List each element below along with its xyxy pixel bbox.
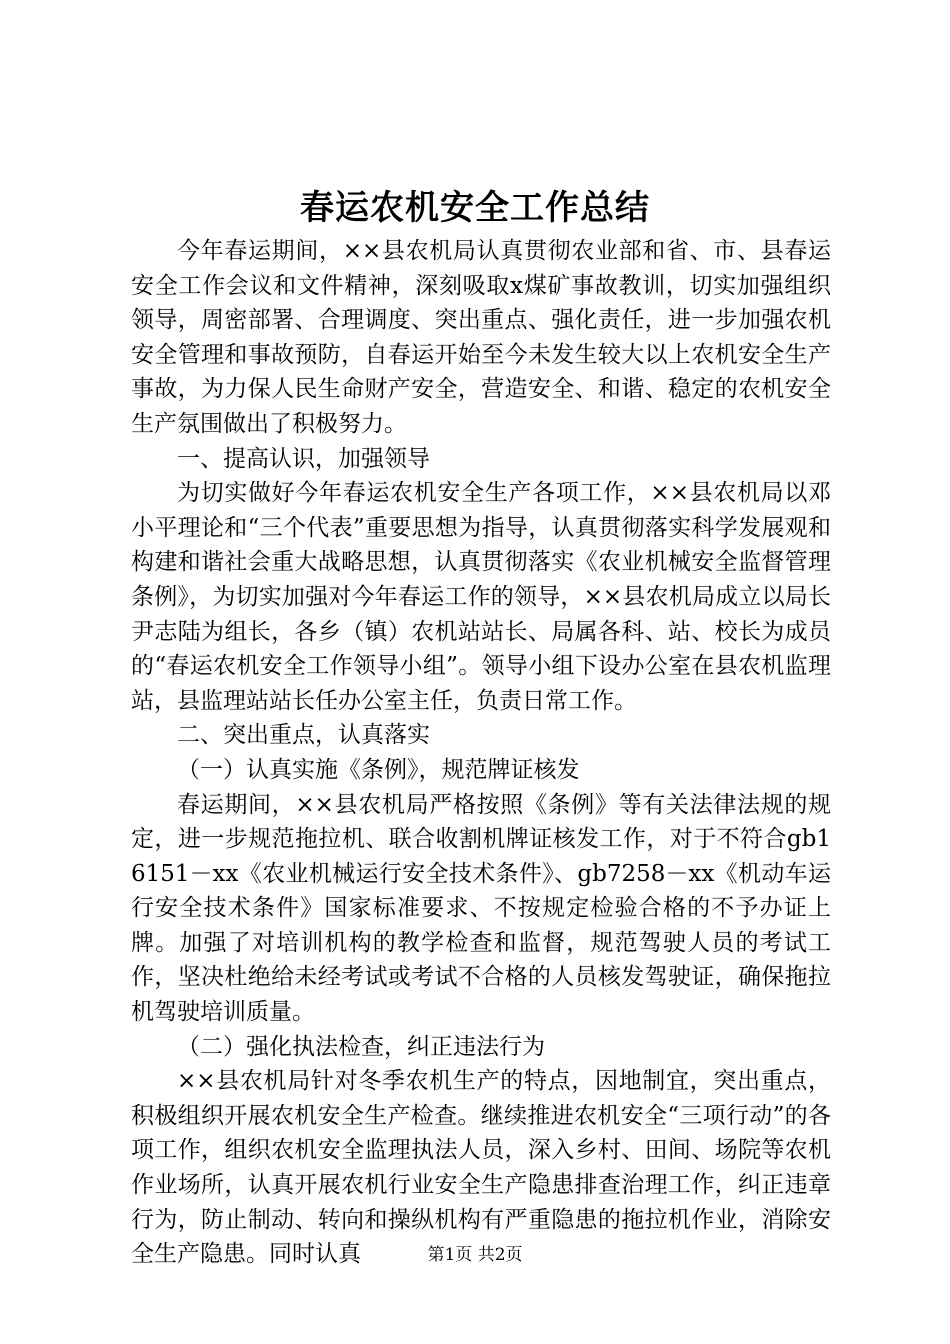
page-footer: 第1页 共2页 [427, 1245, 523, 1265]
section-1-paragraph: 为切实做好今年春运农机安全生产各项工作，××县农机局以邓小平理论和“三个代表”重要思想为指导，认真贯彻落实科学发展观和构建和谐社会重大战略思想，认真贯彻落实《农业机械安全监督管理条例》，为切实加强对今年春运工作的领导，××县农机局成立以局长尹志陆为组长，各乡（镇）农机站站长、局属各科、站、校长为成员的“春运农机安全工作领导小组”。领导小组下设办公室在县农机监理站，县监理站站长任办公室主任，负责日常工作。 [131, 480, 831, 714]
document-body [131, 234, 831, 1272]
subsection-1-paragraph: 春运期间，××县农机局严格按照《条例》等有关法律法规的规定，进一步规范拖拉机、联合收割机牌证核发工作，对于不符合gb16151－xx《农业机械运行安全技术条件》、gb7258－xx《机动车运行安全技术条件》国家标准要求、不按规定检验合格的不予办证上牌。加强了对培训机构的教学检查和监督，规范驾驶人员的考试工作，坚决杜绝给未经考试或考试不合格的人员核发驾驶证，确保拖拉机驾驶培训质量。 [131, 791, 831, 1026]
section-heading-2: 二、突出重点，认真落实 [177, 722, 430, 749]
subsection-heading-1: （一）认真实施《条例》，规范牌证核发 [177, 756, 580, 783]
subsection-heading-2: （二）强化执法检查，纠正违法行为 [177, 1033, 545, 1060]
document-title: 春运农机安全工作总结 [300, 188, 650, 228]
intro-paragraph: 今年春运期间，××县农机局认真贯彻农业部和省、市、县春运安全工作会议和文件精神，深刻吸取x煤矿事故教训，切实加强组织领导，周密部署、合理调度、突出重点、强化责任，进一步加强农机安全管理和事故预防，自春运开始至今未发生较大以上农机安全生产事故，为力保人民生命财产安全，营造安全、和谐、稳定的农机安全生产氛围做出了积极努力。 [131, 238, 831, 437]
subsection-2-paragraph: ××县农机局针对冬季农机生产的特点，因地制宜，突出重点，积极组织开展农机安全生产检查。继续推进农机安全“三项行动”的各项工作，组织农机安全监理执法人员，深入乡村、田间、场院等农机作业场所，认真开展农机行业安全生产隐患排查治理工作，纠正违章行为，防止制动、转向和操纵机构有严重隐患的拖拉机作业，消除安全生产隐患。同时认真 [131, 1068, 831, 1268]
section-heading-1: 一、提高认识，加强领导 [177, 445, 430, 472]
